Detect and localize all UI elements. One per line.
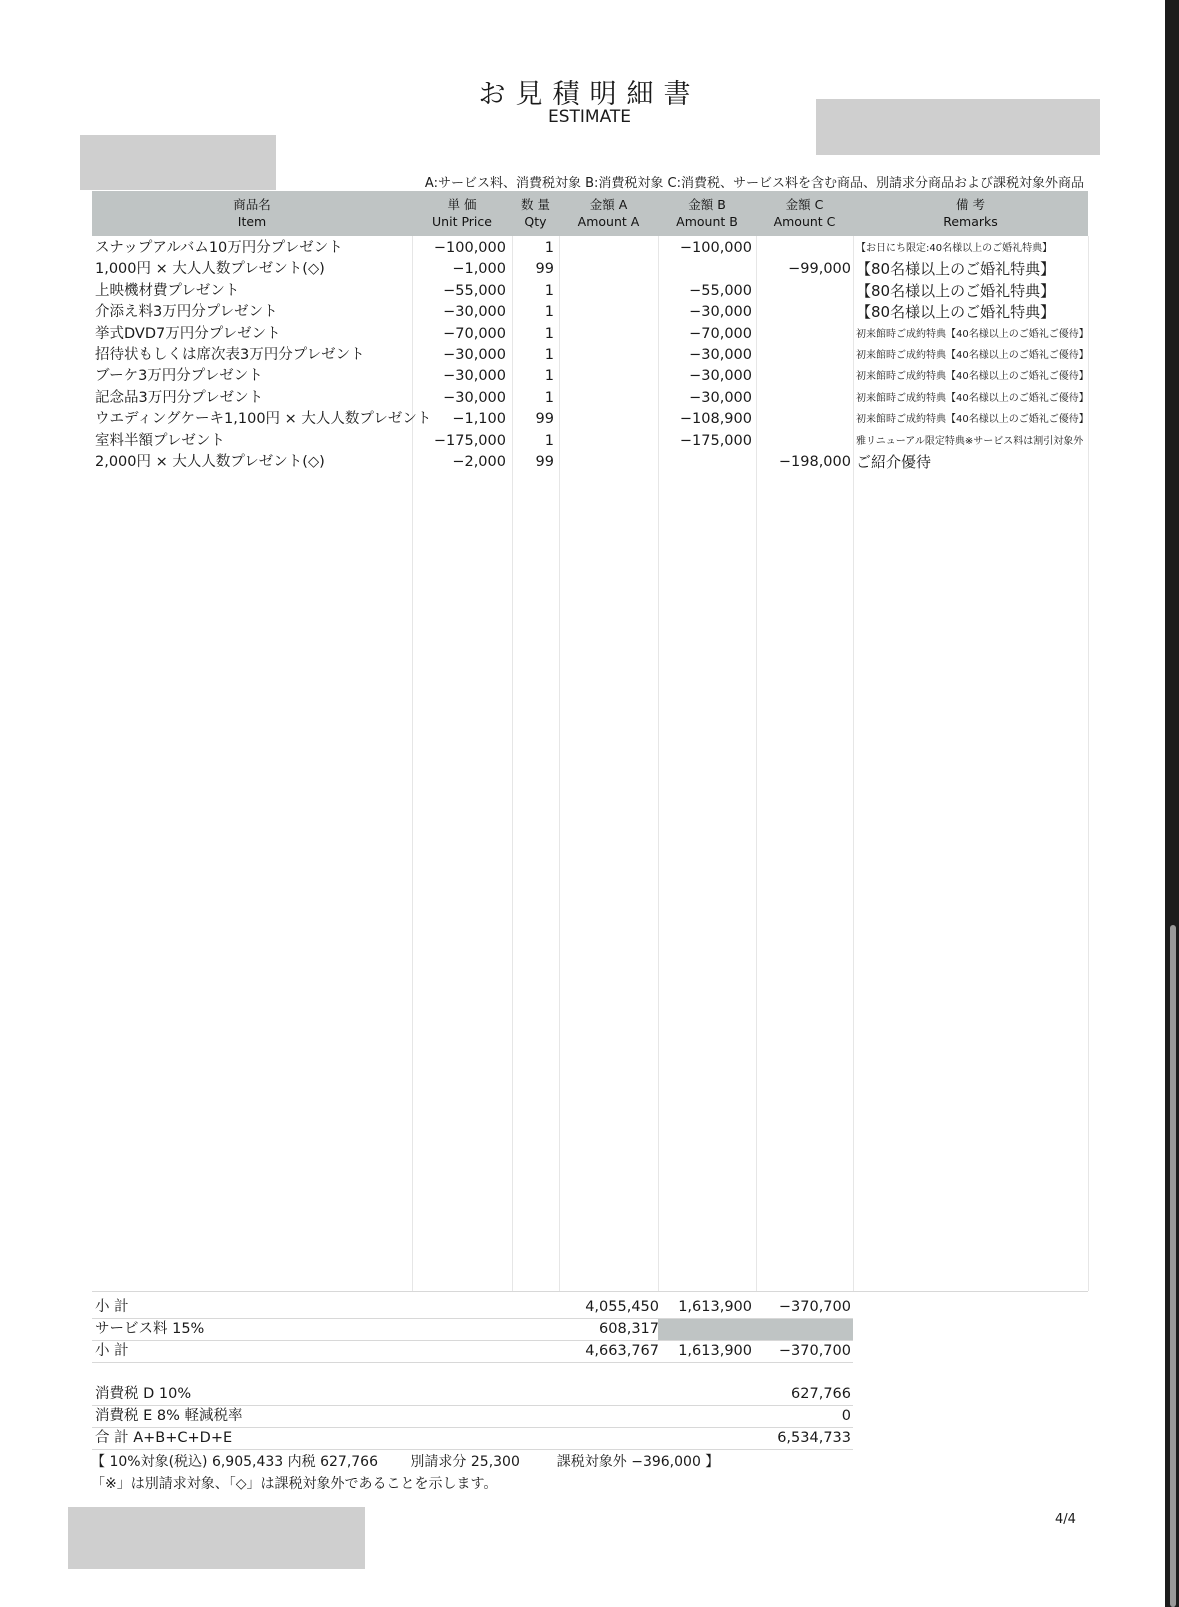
remarks: 【お日にち限定:40名様以上のご婚礼特典】 [856, 243, 1053, 254]
subtotal2-label: 小 計 [95, 1343, 129, 1359]
remarks: 初来館時ご成約特典【40名様以上のご婚礼ご優待】 [856, 371, 1089, 383]
subtotal2-amount-b: 1,613,900 [678, 1343, 752, 1359]
subtotal-after-service-row [0, 1340, 1179, 1362]
amount-b: −30,000 [689, 347, 752, 363]
tax-d-label: 消費税 D 10% [95, 1386, 192, 1402]
unit-price: −30,000 [443, 304, 506, 321]
unit-price: −70,000 [443, 325, 506, 342]
table-row [0, 388, 1179, 409]
header-amount-a: 金額 A Amount A [577, 197, 640, 229]
total-row [0, 1427, 1179, 1449]
quantity: 1 [544, 304, 554, 321]
table-row [0, 259, 1179, 280]
item-name: 2,000円 × 大人人数プレゼント(◇) [95, 454, 325, 470]
item-name: ブーケ3万円分プレゼント [95, 368, 263, 385]
table-row [0, 281, 1179, 302]
table-row [0, 409, 1179, 430]
quantity: 1 [544, 432, 554, 449]
header-item: 商品名 Item [233, 197, 271, 229]
item-name: 上映機材費プレゼント [95, 282, 240, 299]
redacted-block-top-left [80, 135, 276, 190]
page-number: 4/4 [1055, 1512, 1076, 1527]
quantity: 1 [544, 240, 554, 256]
amount-b: −30,000 [689, 368, 752, 385]
header-amount-b: 金額 B Amount B [676, 197, 738, 229]
item-name: 記念品3万円分プレゼント [95, 389, 264, 406]
table-row [0, 238, 1179, 259]
table-row [0, 345, 1179, 366]
item-name: 招待状もしくは席次表3万円分プレゼント [95, 347, 365, 363]
unit-price: −30,000 [443, 389, 506, 406]
tax-e-value: 0 [841, 1408, 851, 1424]
table-row [0, 452, 1179, 473]
amount-b: −55,000 [689, 282, 752, 299]
subtotal-amount-b: 1,613,900 [678, 1299, 752, 1315]
subtotal2-amount-c: −370,700 [778, 1343, 851, 1359]
remarks: 【80名様以上のご婚礼特典】 [856, 260, 1056, 279]
subtotal-row [0, 1296, 1179, 1318]
remarks: 【80名様以上のご婚礼特典】 [856, 281, 1056, 300]
remarks: 【80名様以上のご婚礼特典】 [856, 303, 1056, 322]
quantity: 1 [544, 282, 554, 299]
redacted-block-top-right [816, 99, 1100, 155]
summary-rule [92, 1449, 853, 1450]
total-value: 6,534,733 [777, 1430, 851, 1446]
service-charge-row [0, 1318, 1179, 1340]
table-bottom-rule [92, 1291, 1088, 1292]
unit-price: −55,000 [443, 282, 506, 299]
amount-c: −198,000 [778, 454, 851, 470]
subtotal-label: 小 計 [95, 1299, 129, 1315]
amount-legend: A:サービス料、消費税対象 B:消費税対象 C:消費税、サービス料を含む商品、別請求分商品および課税対象外商品 [424, 176, 1084, 191]
remarks: 初来館時ご成約特典【40名様以上のご婚礼ご優待】 [856, 350, 1089, 361]
quantity: 99 [535, 454, 554, 470]
amount-b: −100,000 [679, 240, 752, 256]
unit-price: −175,000 [433, 432, 506, 449]
summary-rule [92, 1362, 853, 1363]
unit-price: −1,100 [452, 411, 506, 428]
service-charge-amount: 608,317 [599, 1321, 659, 1337]
quantity: 99 [535, 261, 554, 278]
unit-price: −100,000 [433, 240, 506, 256]
amount-b: −30,000 [689, 304, 752, 321]
service-charge-label: サービス料 15% [95, 1321, 205, 1337]
item-name: 室料半額プレゼント [95, 432, 225, 449]
remarks: 雅リニューアル限定特典※サービス料は割引対象外 [856, 435, 1084, 447]
unit-price: −2,000 [452, 454, 506, 470]
header-amount-c: 金額 C Amount C [773, 197, 836, 229]
total-label: 合 計 A+B+C+D+E [95, 1430, 233, 1446]
quantity: 1 [544, 389, 554, 406]
tax-d-row [0, 1383, 1179, 1405]
quantity: 1 [544, 347, 554, 363]
remarks: 初来館時ご成約特典【40名様以上のご婚礼ご優待】 [856, 392, 1089, 404]
tax-d-value: 627,766 [791, 1386, 851, 1402]
unit-price: −1,000 [452, 261, 506, 278]
item-name: スナップアルバム10万円分プレゼント [95, 240, 343, 256]
amount-b: −108,900 [679, 411, 752, 428]
item-name: 挙式DVD7万円分プレゼント [95, 325, 281, 342]
amount-c: −99,000 [788, 261, 851, 278]
table-row [0, 366, 1179, 387]
quantity: 1 [544, 325, 554, 342]
item-name: 介添え料3万円分プレゼント [95, 304, 278, 321]
remarks: 初来館時ご成約特典【40名様以上のご婚礼ご優待】 [856, 414, 1089, 426]
quantity: 1 [544, 368, 554, 385]
remarks: 初来館時ご成約特典【40名様以上のご婚礼ご優待】 [856, 328, 1089, 340]
symbol-explanation-note: 「※」は別請求対象、「◇」は課税対象外であることを示します。 [91, 1476, 498, 1492]
item-name: 1,000円 × 大人人数プレゼント(◇) [95, 261, 325, 278]
unit-price: −30,000 [443, 368, 506, 385]
document-title: お見積明細書 [478, 79, 701, 110]
redacted-block-bottom-left [68, 1507, 365, 1569]
amount-b: −175,000 [679, 432, 752, 449]
remarks: ご紹介優待 [856, 453, 932, 471]
tax-e-label: 消費税 E 8% 軽減税率 [95, 1408, 243, 1424]
header-unit-price: 単 価 Unit Price [432, 197, 492, 229]
tax-e-row [0, 1405, 1179, 1427]
tax-breakdown-note: 【 10%対象(税込) 6,905,433 内税 627,766 別請求分 25,300 課税対象外 −396,000 】 [91, 1454, 720, 1470]
subtotal-amount-a: 4,055,450 [585, 1299, 659, 1315]
table-row [0, 431, 1179, 452]
amount-b: −70,000 [689, 325, 752, 342]
header-qty: 数 量 Qty [521, 197, 550, 229]
subtotal2-amount-a: 4,663,767 [585, 1343, 659, 1359]
document-subtitle: ESTIMATE [547, 107, 632, 127]
table-row [0, 302, 1179, 323]
table-row [0, 324, 1179, 345]
scrollbar-thumb[interactable] [1170, 925, 1176, 1607]
unit-price: −30,000 [443, 347, 506, 363]
subtotal-amount-c: −370,700 [778, 1299, 851, 1315]
header-remarks: 備 考 Remarks [943, 197, 998, 229]
item-name: ウエディングケーキ1,100円 × 大人人数プレゼント [95, 411, 432, 428]
amount-b: −30,000 [689, 389, 752, 406]
quantity: 99 [535, 411, 554, 428]
